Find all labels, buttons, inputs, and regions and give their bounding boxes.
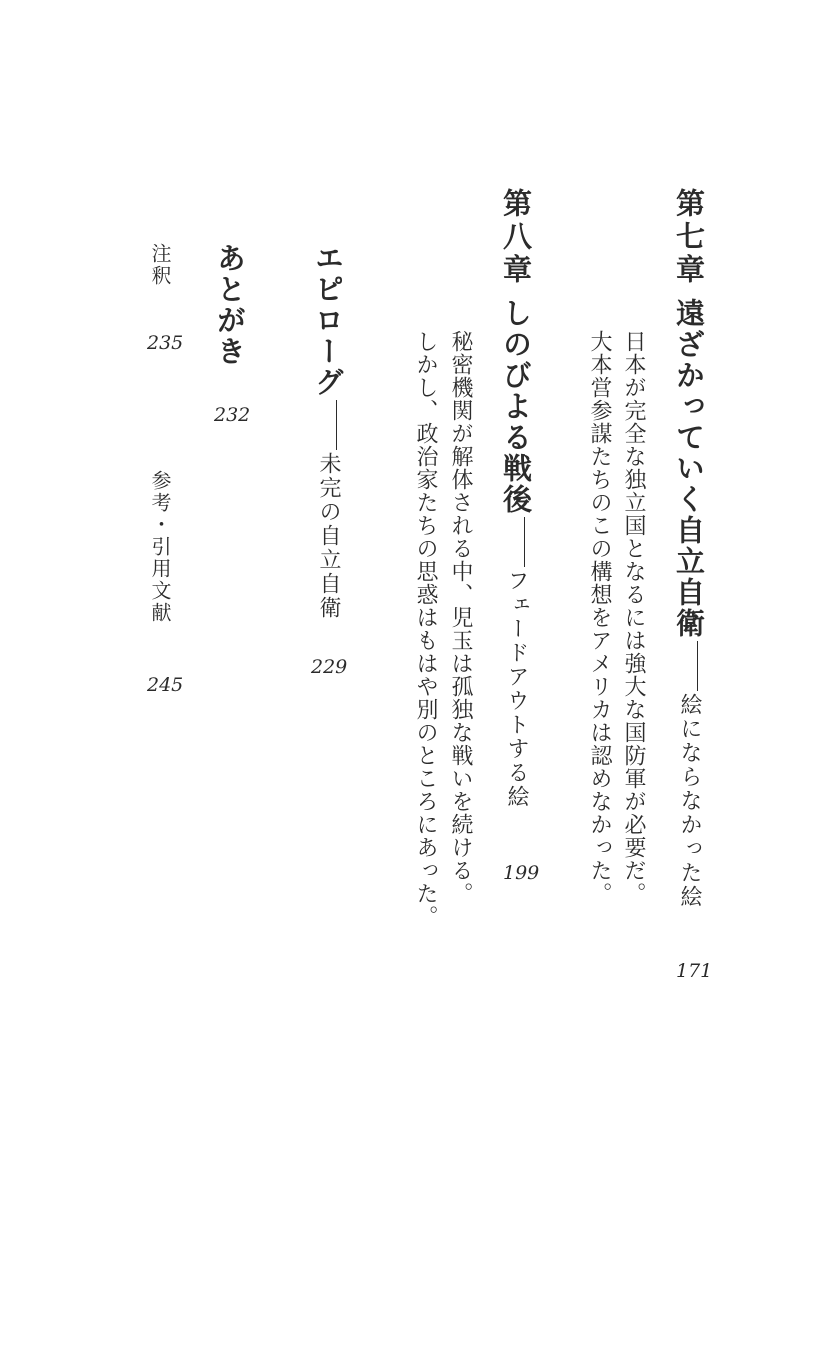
chapter7-desc-line1: 日本が完全な独立国となるには強大な国防軍が必要だ。	[621, 330, 646, 905]
epilogue-title	[311, 243, 345, 620]
notes-title: 注釈	[148, 243, 172, 287]
epilogue-subtitle: 未完の自立自衛	[316, 452, 341, 620]
afterword-title: あとがき	[213, 243, 247, 367]
chapter8-title-text: しのびよる戦後	[499, 298, 533, 515]
chapter8-title	[499, 298, 533, 809]
chapter7-page: 171	[676, 960, 713, 982]
title-dash	[524, 517, 525, 567]
notes-page: 235	[147, 332, 184, 354]
references-title: 参考・引用文献	[148, 470, 172, 624]
chapter8-label: 第八章	[499, 188, 533, 287]
chapter7-title-text: 遠ざかっていく自立自衛	[672, 298, 706, 639]
chapter7-title	[672, 298, 706, 909]
chapter8-desc-line1: 秘密機関が解体される中、児玉は孤独な戦いを続ける。	[448, 330, 473, 905]
chapter8-desc-line2: しかし、政治家たちの思惑はもはや別のところにあった。	[413, 330, 438, 928]
chapter8-page: 199	[503, 862, 540, 884]
chapter7-label: 第七章	[672, 188, 706, 287]
title-dash	[336, 400, 337, 450]
references-page: 245	[147, 674, 184, 696]
chapter7-subtitle: 絵にならなかった絵	[677, 693, 702, 909]
epilogue-title-text: エピローグ	[311, 243, 345, 398]
chapter7-desc-line2: 大本営参謀たちのこの構想をアメリカは認めなかった。	[587, 330, 612, 905]
afterword-page: 232	[214, 404, 251, 426]
epilogue-page: 229	[311, 656, 348, 678]
title-dash	[697, 641, 698, 691]
chapter8-subtitle: フェードアウトする絵	[504, 569, 529, 809]
